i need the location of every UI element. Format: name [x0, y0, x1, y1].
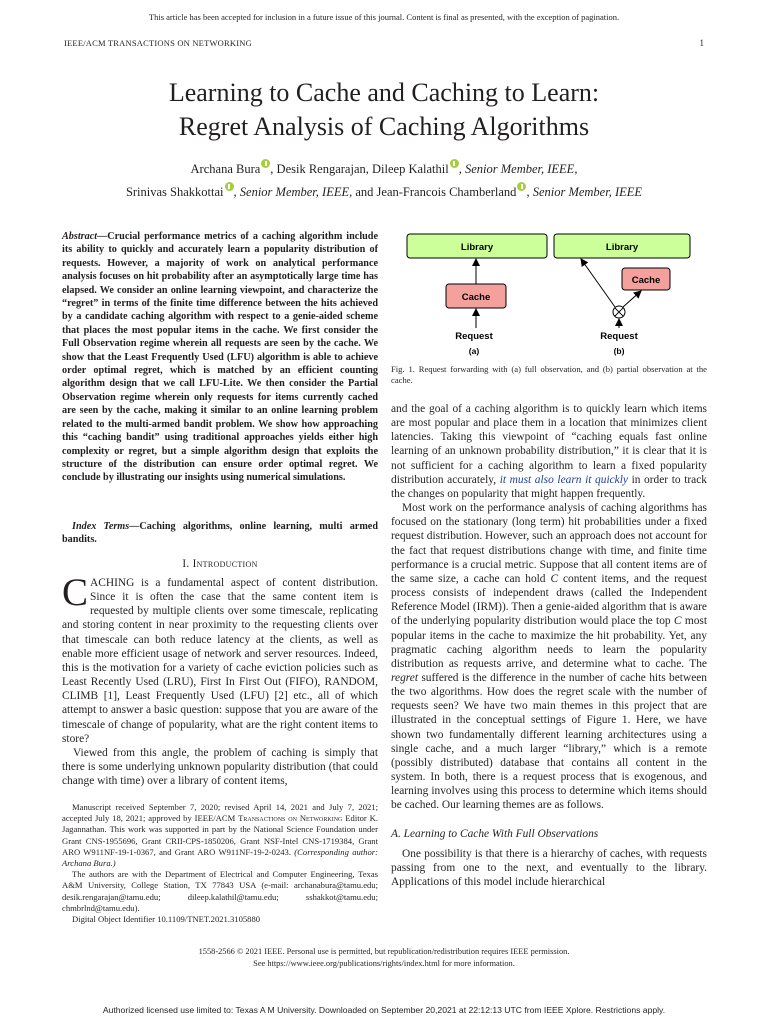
page-number: 1 [699, 38, 704, 48]
manuscript-note: Manuscript received September 7, 2020; revised April 14, 2021 and July 7, 2021; accepted July 18, 2021; approved by IEEE/ACM [62, 802, 378, 824]
author-affiliation: , Senior Member, IEEE, [233, 185, 353, 200]
rights-link[interactable]: See https://www.ieee.org/publications/rights/index.html for more information. [253, 959, 515, 968]
intro-paragraph-2: Viewed from this angle, the problem of caching is simply that there is some underlying unknown popularity distribution (that could change with time) over a library of content items, [62, 746, 378, 788]
manuscript-note-cont: Editor K. Jagannathan. This work was supported in part by the National Science Foundation under Grant CNS-1955696, Grant CRII-CPS-1850206, Grant NSF-Intel CNS-1719384, Grant ARO W911NF-19-1-0367, and Grant ARO W911NF-19-2-0243. [62, 813, 379, 857]
arrow-switch-to-cache-b [623, 291, 641, 307]
math-symbol: C [673, 615, 682, 628]
library-label-b: Library [605, 242, 639, 253]
subfigure-label-b: (b) [613, 346, 625, 356]
para-prior-work-cont: content items, and the request process consists of independent draws (called the Independent Reference Model (IRM)). Then a genie-aided algorithm that is aware of the underlying popularity distribution would place the top [391, 572, 708, 628]
index-terms-label: Index Terms— [72, 521, 140, 532]
cache-label-b: Cache [631, 275, 661, 286]
journal-name: Transactions on Networking [238, 813, 343, 824]
author-affiliations: The authors are with the Department of Electrical and Computer Engineering, Texas A&M University, College Station, TX 77843 USA (e-mail: archanabura@tamu.edu; desik.rengarajan@tamu.edu; dileep.kalathil@tamu.edu; sshakkot@tamu.edu; chmbrlnd@tamu.edu). [62, 869, 378, 913]
author-name: and Jean-Francois Chamberland [352, 185, 517, 200]
section-heading [62, 558, 378, 570]
emphasis-text: regret [391, 671, 418, 684]
section-number: I. [182, 558, 190, 570]
para-prior-work-cont: most popular items in the cache to maximize the hit probability. Yet, any pragmatic caching algorithm needs to learn the popularity distribution as requests arrive, and determine what to cache. The [391, 615, 707, 670]
orcid-icon[interactable] [225, 182, 234, 191]
acceptance-note: This article has been accepted for inclusion in a future issue of this journal. Content is final as presented, with the exception of pagination. [148, 12, 620, 22]
title-line-2: Regret Analysis of Caching Algorithms [178, 112, 590, 141]
arrow-switch-to-library-b [581, 259, 615, 307]
cache-label-a: Cache [461, 292, 491, 303]
doi[interactable]: Digital Object Identifier 10.1109/TNET.2021.3105880 [72, 914, 261, 925]
library-label-a: Library [460, 242, 494, 253]
title-line-1: Learning to Cache and Caching to Learn: [168, 78, 600, 107]
footnotes [62, 802, 378, 925]
figure-1 [391, 226, 711, 361]
emphasis-text: it must also learn it quickly [499, 473, 628, 486]
para-goal: and the goal of a caching algorithm is to quickly learn which items are most popular and place them in a location that minimizes client latencies. Taking this viewpoint of “caching equals fast online learning of an unknown probability distribution,” it is clear that it is not sufficient for a caching algorithm to learn a fixed popularity distribution accurately, [391, 403, 707, 486]
intro-paragraph-1: ACHING is a fundamental aspect of content distribution. Since it is often the case that the same content item is requested by multiple clients over some timescale, replicating and storing content in near proximity to the requesting clients over that timescale can both reduce latency at the clients, as well as enable more efficient usage of network and server resources. Indeed, this is the motivation for a variety of cache eviction policies such as Least Recently Used (LRU), First In First Out (FIFO), RANDOM, CLIMB [1], Least Frequently Used (LFU) [2] etc., all of which attempt to answer a basic question: suppose that you are aware of the timescale of change of popularity, what are the right content items to store? [62, 577, 378, 745]
para-prior-work-cont: suffered is the difference in the number of cache hits between the two algorithms. How does the regret scale with the number of requests seen? We have two main themes in this project that are illustrated in the conceptual settings of Figure 1. Here, we have shown two fundamentally different learning architectures using a single cache, and a much larger “library,” which is a remote (possibly distributed) database that contains all content in the system. In both, there is a request process that is exogenous, and learning involves using this process to determine which items should be cached. Our learning themes are as follows. [391, 671, 707, 812]
author-name: , Desik Rengarajan, Dileep Kalathil [270, 162, 449, 177]
index-terms-text: Caching algorithms, online learning, multi armed bandits. [62, 521, 378, 546]
author-line-1 [40, 159, 728, 177]
intro-text [62, 571, 378, 788]
subfigure-label-a: (a) [468, 346, 480, 356]
abstract-label: Abstract— [62, 231, 108, 242]
section-title: Introduction [192, 558, 258, 570]
abstract-text: Crucial performance metrics of a caching algorithm include its ability to quickly and accurately learn a popularity distribution of requests. However, a majority of work on analytical performance analysis focuses on hit probability after an asymptotically large time has elapsed. We consider an online learning viewpoint, and characterize the “regret” in terms of the finite time difference between the hits achieved by a candidate caching algorithm with respect to a genie-aided scheme that places the most popular items in the cache. We first consider the Full Observation regime wherein all requests are seen by the cache. We show that the Least Frequently Used (LFU) algorithm is able to achieve order optimal regret, which is matched by an efficient counting algorithm design that we call LFU-Lite. We then consider the Partial Observation regime wherein only requests for items currently cached are seen by the cache, making it similar to an online learning problem related to the multi-armed bandit problem. We show how approaching this “caching bandit” using traditional approaches yields either high complexity or regret, but a simple algorithm design that exploits the structure of the distribution can ensure order optimal regret. We conclude by illustrating our insights using numerical simulations. [62, 231, 378, 484]
request-label-b: Request [600, 331, 638, 342]
author-line-2 [40, 182, 728, 200]
subsection-heading: A. Learning to Cache With Full Observations [391, 827, 599, 840]
running-head: IEEE/ACM TRANSACTIONS ON NETWORKING [64, 38, 252, 48]
copyright-line: 1558-2566 © 2021 IEEE. Personal use is permitted, but republication/redistribution requires IEEE permission. [198, 947, 570, 956]
license-note: Authorized licensed use limited to: Texas A M University. Downloaded on September 20,2021 at 22:12:13 UTC from IEEE Xplore. Restrictions apply. [102, 1005, 666, 1015]
author-name: Srinivas Shakkottai [125, 185, 224, 200]
drop-cap: C [62, 571, 89, 614]
author-name: Archana Bura [190, 162, 261, 177]
para-goal-cont: in order to track the changes on popularity that might happen frequently. [391, 473, 707, 500]
abstract [62, 230, 378, 485]
orcid-icon[interactable] [450, 159, 459, 168]
request-label-a: Request [455, 331, 493, 342]
author-affiliation: , Senior Member, IEEE, [458, 162, 578, 177]
right-column-text [391, 402, 707, 889]
para-full-observation: One possibility is that there is a hierarchy of caches, with requests passing from one to the next, and eventually to the library. Applications of this model include hierarchical [391, 847, 707, 888]
figure-caption: Fig. 1. Request forwarding with (a) full observation, and (b) partial observation at the cache. [391, 364, 707, 385]
math-symbol: C [550, 572, 559, 585]
author-affiliation: , Senior Member, IEEE [526, 185, 643, 200]
index-terms [62, 520, 378, 547]
para-prior-work: Most work on the performance analysis of caching algorithms has focused on the stationary (long term) hit probabilities under a fixed request distribution. However, such an approach does not account for the fact that request distributions change with time, and finite time performance is a crucial metric. Suppose that all content items are of the same size, a cache can hold [391, 502, 707, 585]
paper-title [40, 76, 728, 144]
corresponding-author: (Corresponding author: Archana Bura.) [62, 846, 378, 869]
orcid-icon[interactable] [261, 159, 270, 168]
